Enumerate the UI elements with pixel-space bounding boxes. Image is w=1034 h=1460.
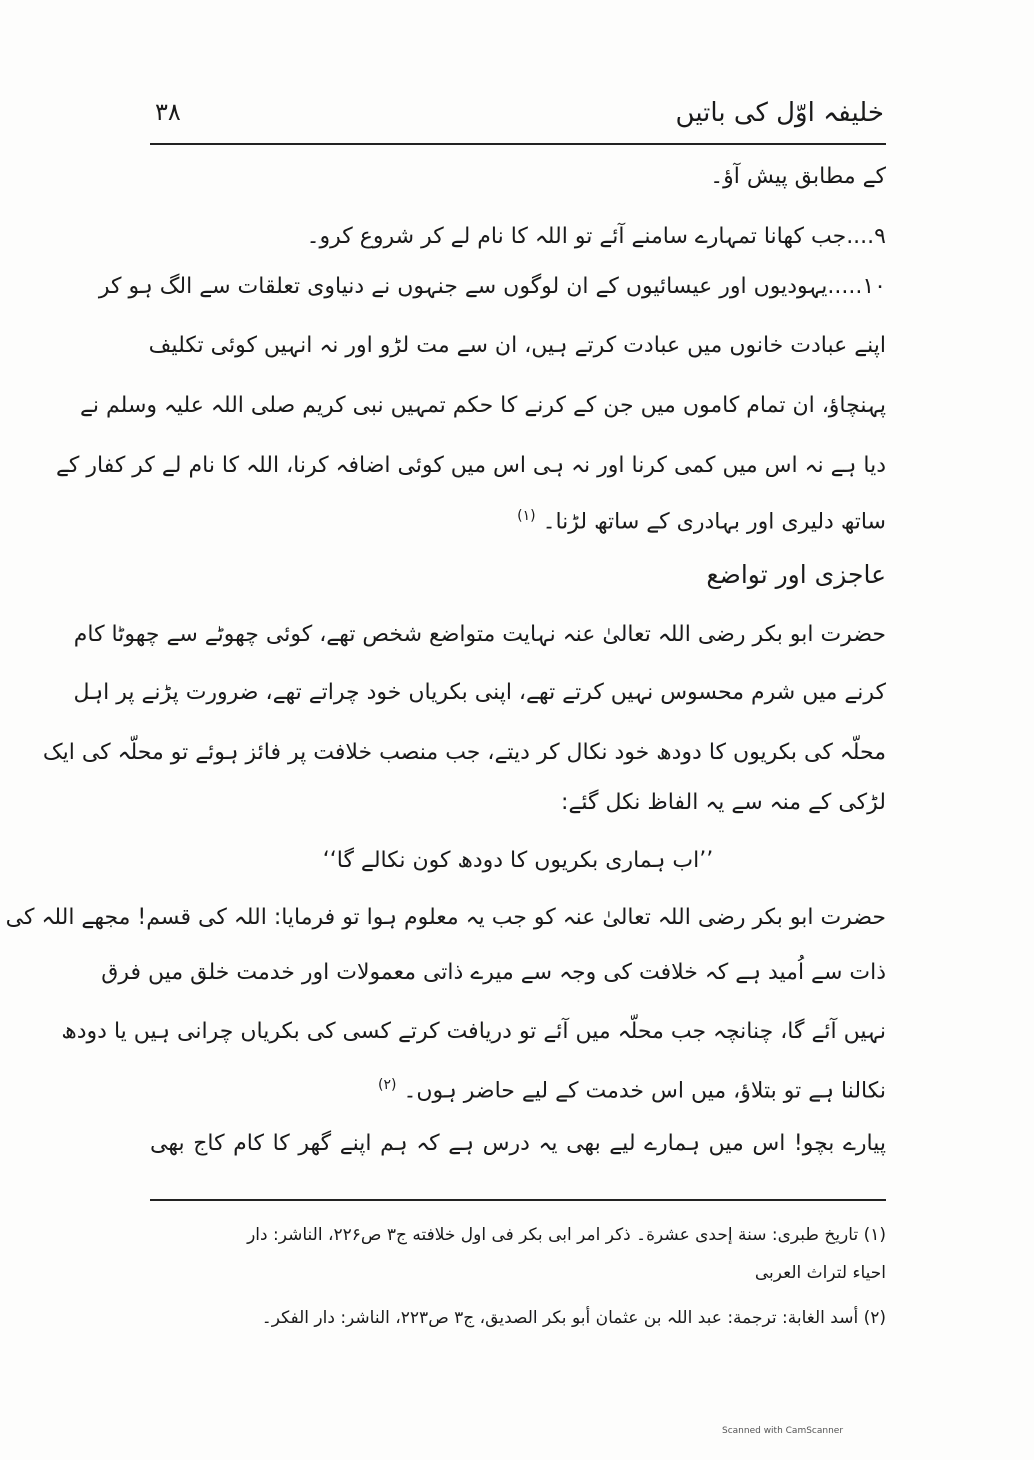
text-line-15-body: نکالنا ہے تو بتلاؤ، میں اس خدمت کے لیے حاضر ہوں۔	[403, 1078, 886, 1104]
text-line-14: نہیں آئے گا، چنانچہ جب محلّہ میں آئے تو دریافت کرتے کسی کی بکریاں چرانی ہیں یا دودھ	[61, 1019, 886, 1044]
text-line-13: ذات سے اُمید ہے کہ خلافت کی وجہ سے میرے ذاتی معمولات اور خدمت خلق میں فرق	[101, 960, 886, 985]
text-line-2: ۹....جب کھانا تمہارے سامنے آئے تو اللہ کا نام لے کر شروع کرو۔	[306, 224, 886, 249]
text-line-8: حضرت ابو بکر رضی اللہ تعالیٰ عنہ نہایت متواضع شخص تھے، کوئی چھوٹے سے چھوٹا کام	[73, 622, 886, 647]
footnote-ref-1: (۱)	[517, 508, 536, 524]
text-line-7	[150, 497, 886, 541]
running-header-title: خلیفہ اوّل کی باتیں	[675, 98, 884, 128]
footnote-rule	[150, 1199, 886, 1201]
text-line-9: کرنے میں شرم محسوس نہیں کرتے تھے، اپنی بکریاں خود چراتے تھے، ضرورت پڑنے پر اہل	[73, 680, 886, 705]
text-line-5: پہنچاؤ، ان تمام کاموں میں جن کے کرنے کا حکم تمہیں نبی کریم صلی اللہ علیہ وسلم نے	[80, 393, 886, 418]
text-line-11: لڑکی کے منہ سے یہ الفاظ نکل گئے:	[561, 790, 886, 815]
page-number: ۳۸	[155, 98, 181, 126]
text-line-16: پیارے بچو! اس میں ہمارے لیے بھی یہ درس ہے کہ ہم اپنے گھر کا کام کاج بھی	[150, 1131, 886, 1156]
text-line-15	[150, 1066, 886, 1110]
footnote-1-line-2: احیاء لتراث العربی	[754, 1263, 886, 1283]
quoted-line: ’’اب ہماری بکریوں کا دودھ کون نکالے گا‘‘	[322, 848, 714, 873]
header-rule	[150, 143, 886, 145]
section-heading: عاجزی اور تواضع	[706, 560, 886, 589]
text-line-12: حضرت ابو بکر رضی اللہ تعالیٰ عنہ کو جب یہ معلوم ہوا تو فرمایا: اللہ کی قسم! مجھے اللہ کی	[5, 905, 886, 930]
text-line-6: دیا ہے نہ اس میں کمی کرنا اور نہ ہی اس میں کوئی اضافہ کرنا، اللہ کا نام لے کر کفار کے	[56, 453, 886, 478]
footnote-1-line-1: (۱) تاریخ طبری: سنة إحدی عشرة۔ ذکر امر ابی بکر فی اول خلافته ج۳ ص۲۲۶، الناشر: دار	[247, 1225, 886, 1245]
footnote-ref-2: (۲)	[378, 1077, 397, 1093]
text-line-1: کے مطابق پیش آؤ۔	[710, 164, 886, 189]
footnote-2: (۲) أسد الغابة: ترجمة: عبد اللہ بن عثمان أبو بکر الصدیق، ج۳ ص۲۲۳، الناشر: دار الفکر۔	[261, 1308, 886, 1328]
scanner-credit: Scanned with CamScanner	[722, 1426, 844, 1436]
text-line-3: ۱۰.....یہودیوں اور عیسائیوں کے ان لوگوں سے جنہوں نے دنیاوی تعلقات سے الگ ہو کر	[98, 274, 886, 299]
text-line-10: محلّہ کی بکریوں کا دودھ خود نکال کر دیتے، جب منصب خلافت پر فائز ہوئے تو محلّہ کی ایک	[42, 740, 886, 765]
text-line-7-body: ساتھ دلیری اور بہادری کے ساتھ لڑنا۔	[542, 509, 886, 535]
text-line-4: اپنے عبادت خانوں میں عبادت کرتے ہیں، ان سے مت لڑو اور نہ انہیں کوئی تکلیف	[148, 333, 886, 358]
